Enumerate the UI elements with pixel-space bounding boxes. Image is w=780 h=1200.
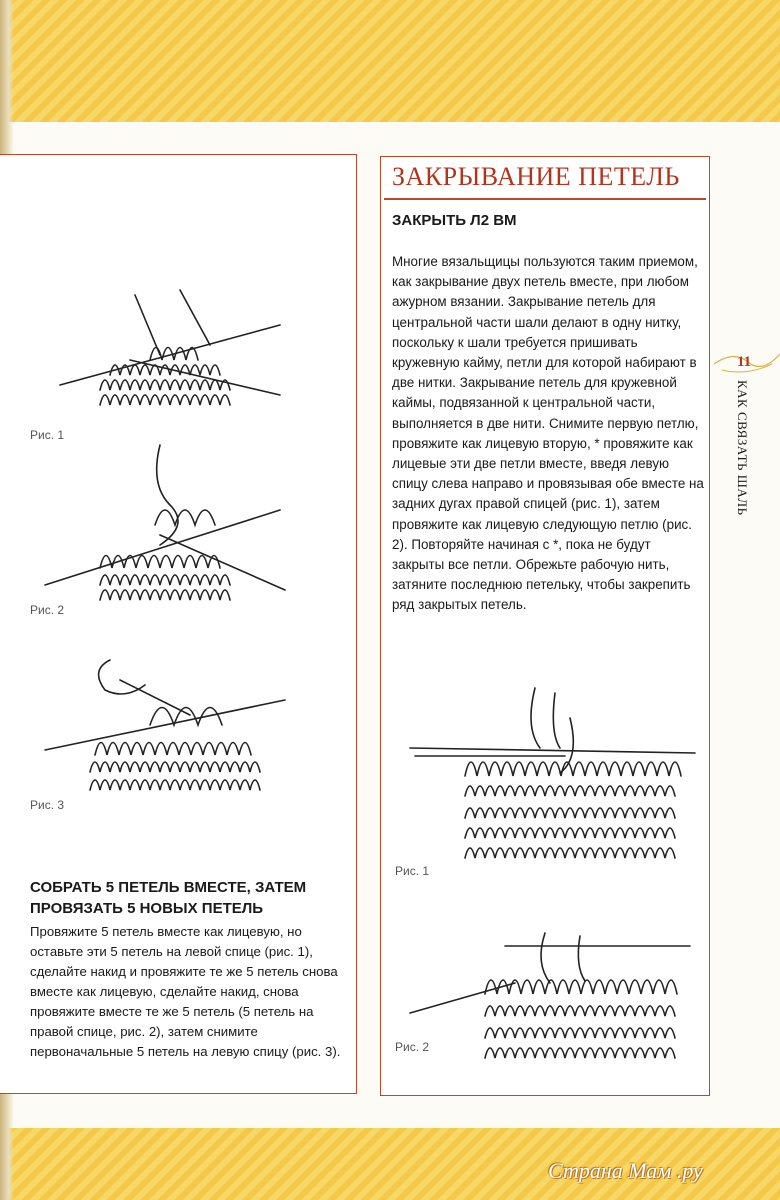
- right-section-subtitle: ЗАКРЫТЬ Л2 ВМ: [392, 212, 517, 229]
- right-figure-1-caption: Рис. 1: [395, 864, 430, 878]
- top-decorative-band: [0, 0, 780, 122]
- page-number: 11: [737, 354, 752, 370]
- left-figure-3-caption: Рис. 3: [30, 798, 65, 812]
- right-section-title: ЗАКРЫВАНИЕ ПЕТЕЛЬ: [392, 162, 680, 191]
- side-section-tab: [732, 380, 752, 550]
- right-figure-2-illustration: [405, 928, 700, 1068]
- left-section-body: Провяжите 5 петель вместе как лицевую, но оставьте эти 5 петель на левой спице (рис. 1), сделайте накид и провяжите те же 5 петель снова вместе как лицевую, сделайте накид, снова провяжите вместе те же 5 петель (5 петель на правой спице, рис. 2), затем снимите первоначальные 5 петель на левую спицу (рис. 3).: [30, 924, 341, 1059]
- left-figure-1-illustration: [50, 285, 290, 420]
- site-watermark: Страна Мам .ру: [548, 1158, 703, 1183]
- left-figure-2-caption: Рис. 2: [30, 603, 65, 617]
- title-divider: [384, 198, 706, 200]
- right-section-body: Многие вязальщицы пользуются таким приемом, как закрывание двух петель вместе, при любом ажурном вязании. Закрывание петель для центральной части шали делают в одну нитку, поскольку к шали требуется пришивать кружевную кайму, петли для которой набирают в две нитки. Закрывание петель для кружевной каймы, подвязанной к центральной части, выполняется в две нити. Снимите первую петлю, провяжите как лицевую вторую, * провяжите как лицевые эти две петли вместе, введя левую спицу слева направо и провязывая обе вместе на задних дугах правой спицей (рис. 1), затем провяжите как лицевую следующую петлю (рис. 2). Повторяйте начиная с *, пока не будут закрыты все петли. Обрежьте рабочую нить, затяните последнюю петельку, чтобы закрепить ряд закрытых петель.: [392, 254, 704, 613]
- side-section-label: КАК СВЯЗАТЬ ШАЛЬ: [735, 380, 750, 516]
- left-section-heading: СОБРАТЬ 5 ПЕТЕЛЬ ВМЕСТЕ, ЗАТЕМ ПРОВЯЗАТЬ 5 НОВЫХ ПЕТЕЛЬ: [30, 879, 307, 917]
- left-figure-3-illustration: [40, 640, 290, 800]
- left-figure-1-caption: Рис. 1: [30, 428, 65, 442]
- left-figure-2-illustration: [40, 440, 290, 610]
- right-figure-1-illustration: [405, 678, 700, 873]
- right-figure-2-caption: Рис. 2: [395, 1040, 430, 1054]
